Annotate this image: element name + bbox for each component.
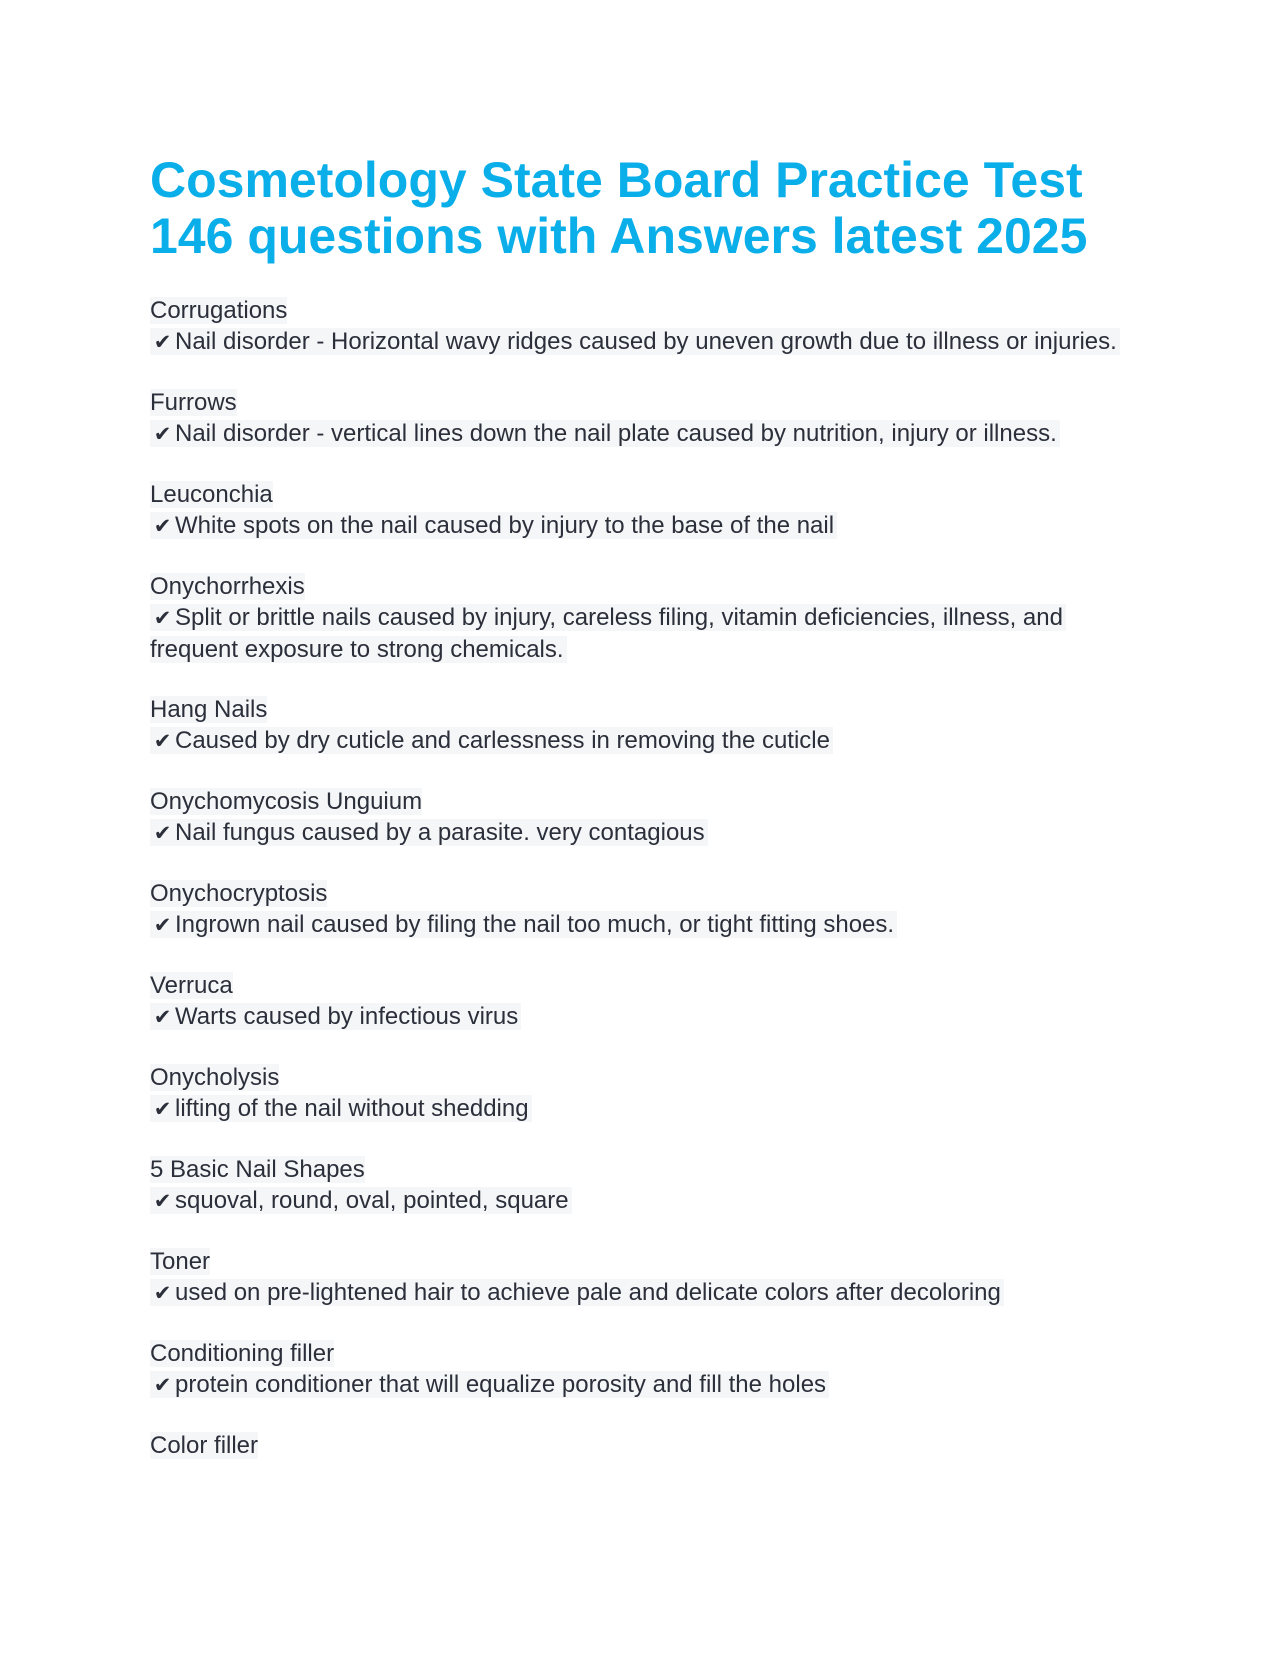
term: Corrugations — [150, 297, 288, 324]
term: Onychocryptosis — [150, 880, 328, 907]
qa-item — [150, 571, 1130, 665]
term: Leuconchia — [150, 481, 273, 508]
answer — [150, 727, 833, 754]
check-icon: ✔ — [153, 1097, 172, 1121]
qa-item — [150, 479, 1130, 542]
answer-text: Warts caused by infectious virus — [175, 1003, 519, 1030]
answer — [150, 1003, 521, 1030]
check-icon: ✔ — [153, 330, 172, 354]
answer-text: Caused by dry cuticle and carlessness in removing the cuticle — [175, 727, 830, 754]
check-icon: ✔ — [153, 1281, 172, 1305]
answer — [150, 512, 837, 539]
answer-text: Nail disorder - Horizontal wavy ridges caused by uneven growth due to illness or injuries. — [175, 328, 1117, 355]
check-icon: ✔ — [153, 821, 172, 845]
title-line-1: Cosmetology State Board Practice Test — [150, 152, 1083, 208]
qa-item — [150, 1154, 1130, 1217]
qa-item — [150, 786, 1130, 849]
qa-item — [150, 1062, 1130, 1125]
answer — [150, 911, 897, 938]
answer — [150, 819, 708, 846]
answer — [150, 420, 1060, 447]
answer — [150, 1371, 829, 1398]
check-icon: ✔ — [153, 1005, 172, 1029]
check-icon: ✔ — [153, 422, 172, 446]
answer-text: squoval, round, oval, pointed, square — [175, 1187, 569, 1214]
qa-item — [150, 1246, 1130, 1309]
answer-text: Nail disorder - vertical lines down the nail plate caused by nutrition, injury or illness. — [175, 420, 1057, 447]
check-icon: ✔ — [153, 1373, 172, 1397]
term: 5 Basic Nail Shapes — [150, 1156, 365, 1183]
term: Conditioning filler — [150, 1340, 335, 1367]
answer-text: White spots on the nail caused by injury to the base of the nail — [175, 512, 835, 539]
qa-item — [150, 1338, 1130, 1401]
term: Onychorrhexis — [150, 573, 305, 600]
check-icon: ✔ — [153, 514, 172, 538]
answer — [150, 1187, 572, 1214]
qa-item — [150, 878, 1130, 941]
term: Color filler — [150, 1432, 259, 1459]
check-icon: ✔ — [153, 1189, 172, 1213]
qa-item — [150, 970, 1130, 1033]
term: Verruca — [150, 972, 233, 999]
check-icon: ✔ — [153, 729, 172, 753]
qa-item — [150, 387, 1130, 450]
title-line-2: 146 questions with Answers latest 2025 — [150, 208, 1088, 264]
document-page — [150, 152, 1130, 1490]
answer — [150, 328, 1120, 355]
check-icon: ✔ — [153, 913, 172, 937]
term: Onychomycosis Unguium — [150, 788, 423, 815]
term: Furrows — [150, 389, 237, 416]
answer-text: protein conditioner that will equalize porosity and fill the holes — [175, 1371, 827, 1398]
answer — [150, 604, 1066, 663]
document-title — [150, 152, 1130, 264]
qa-list — [150, 295, 1130, 1461]
answer-text: Split or brittle nails caused by injury, careless filing, vitamin deficiencies, illness, and frequent exposure to strong chemicals. — [150, 604, 1063, 663]
answer-text: used on pre-lightened hair to achieve pale and delicate colors after decoloring — [175, 1279, 1001, 1306]
qa-item — [150, 694, 1130, 757]
term: Toner — [150, 1248, 211, 1275]
qa-item — [150, 1430, 1130, 1461]
answer-text: Ingrown nail caused by filing the nail too much, or tight fitting shoes. — [175, 911, 895, 938]
check-icon: ✔ — [153, 606, 172, 630]
qa-item — [150, 295, 1130, 358]
answer-text: lifting of the nail without shedding — [175, 1095, 529, 1122]
answer — [150, 1279, 1004, 1306]
answer-text: Nail fungus caused by a parasite. very contagious — [175, 819, 705, 846]
answer — [150, 1095, 532, 1122]
term: Hang Nails — [150, 696, 268, 723]
term: Onycholysis — [150, 1064, 280, 1091]
